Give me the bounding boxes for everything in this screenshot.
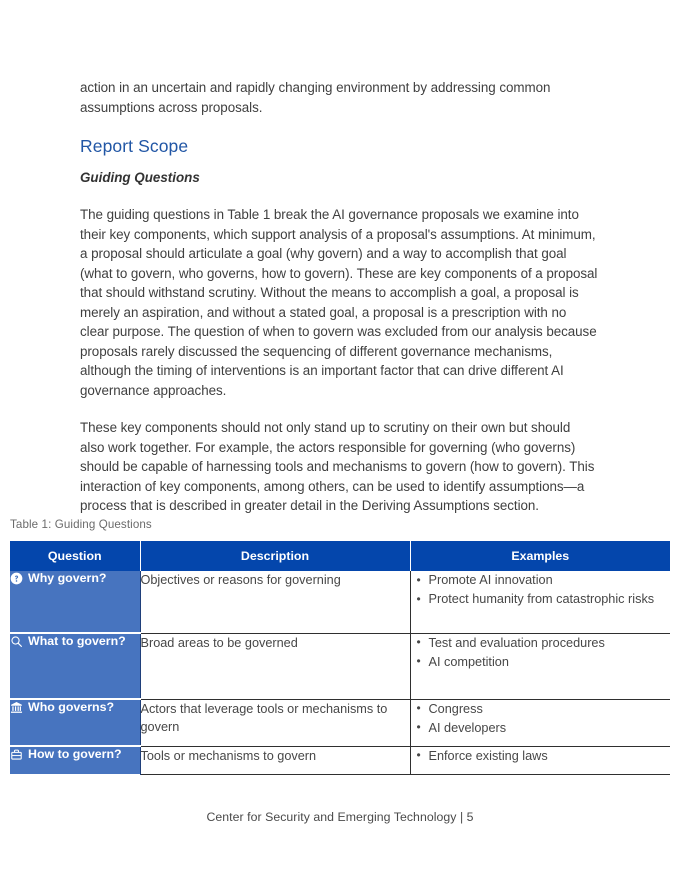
examples-cell [410,633,670,699]
question-label: What to govern? [28,634,126,648]
question-cell-who-governs [10,699,140,746]
question-cell-why-govern [10,571,140,633]
page-title: Report Scope [80,136,189,156]
paragraph-continuation: action in an uncertain and rapidly changing environment by addressing common assumptions across proposals. [80,80,551,115]
examples-list [411,747,671,765]
list-item: • AI developers [429,719,671,737]
examples-cell [410,699,670,746]
column-header-description: Description [140,541,410,571]
question-cell-what-to-govern [10,633,140,699]
table-row [10,699,670,746]
paragraph-key-components: These key components should not only stand up to scrutiny on their own but should also work together. For example, the actors responsible for governing (who governs) should be capable of harnessing tools and mechanisms to govern (how to govern). This interaction of key components, among others, can be used to identify assumptions—a process that is described in greater detail in the Deriving Assumptions section. [80,420,595,513]
list-item: • Enforce existing laws [429,747,671,765]
table-row [10,571,670,633]
question-cell-how-to-govern [10,746,140,774]
question-label: How to govern? [28,747,122,761]
toolbox-icon [10,748,23,761]
examples-list [411,571,671,608]
sub-heading: Guiding Questions [80,170,200,185]
list-item: • Congress [429,700,671,718]
description-cell: Broad areas to be governed [140,633,410,699]
page-footer: Center for Security and Emerging Technology | 5 [206,810,474,824]
table-caption: Table 1: Guiding Questions [10,518,152,531]
list-item: • Protect humanity from catastrophic risks [429,590,671,608]
table-row [10,746,670,774]
magnifying-glass-icon [10,635,23,648]
column-header-examples: Examples [410,541,670,571]
question-label: Who governs? [28,700,115,714]
examples-cell [410,746,670,774]
examples-cell [410,571,670,633]
table-header-row [10,541,670,571]
description-cell: Tools or mechanisms to govern [140,746,410,774]
examples-list [411,700,671,737]
description-cell: Actors that leverage tools or mechanisms to govern [140,699,410,746]
question-label: Why govern? [28,571,107,585]
list-item: • AI competition [429,653,671,671]
question-mark-circle-icon [10,572,23,585]
examples-list [411,634,671,671]
document-body [80,78,598,534]
description-cell: Objectives or reasons for governing [140,571,410,633]
institution-building-icon [10,701,23,714]
list-item: • Test and evaluation procedures [429,634,671,652]
column-header-question: Question [10,541,140,571]
table-row [10,633,670,699]
guiding-questions-table [10,541,670,775]
paragraph-guiding-questions: The guiding questions in Table 1 break the AI governance proposals we examine into their key components, which support analysis of a proposal's assumptions. At minimum, a proposal should articulate a goal (why govern) and a way to accomplish that goal (what to govern, who governs, how to govern). These are key components of a proposal that should withstand scrutiny. Without the means to accomplish a goal, a proposal is merely an aspiration, and without a stated goal, a proposal is a prescription with no clear purpose. The question of when to govern was excluded from our analysis because proposals rarely discussed the sequencing of different governance mechanisms, although the timing of interventions is an important factor that can drive different AI governance approaches. [80,207,598,398]
list-item: • Promote AI innovation [429,571,671,589]
